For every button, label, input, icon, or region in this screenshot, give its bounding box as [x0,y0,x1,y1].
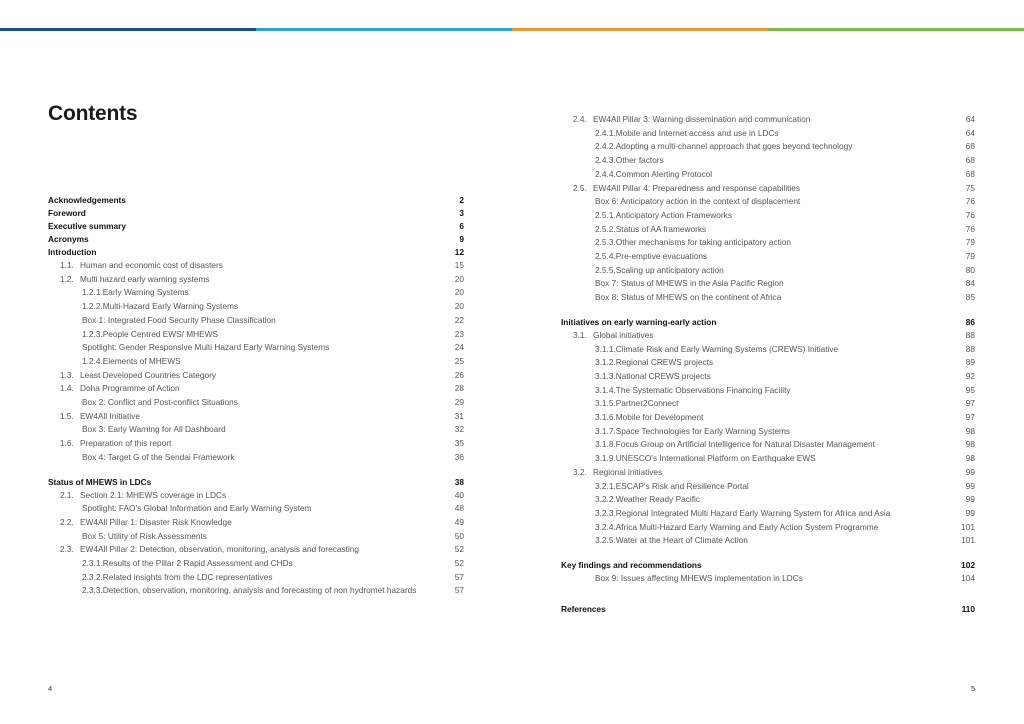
top-bar-segment-4 [768,28,1024,31]
toc-entry-page: 52 [454,558,464,569]
top-bar-segment-2 [256,28,512,31]
toc-entry-page: 40 [454,489,464,500]
toc-entry[interactable] [561,534,975,548]
toc-entry[interactable] [48,516,464,530]
toc-entry-number: 1.2.2. [82,301,103,312]
toc-entry[interactable] [48,584,464,598]
toc-entry[interactable] [48,437,464,451]
toc-entry[interactable] [561,425,975,439]
toc-entry-title: Executive summary [48,221,126,231]
toc-entry-page: 68 [965,168,975,179]
toc-entry-page: 50 [454,530,464,541]
toc-entry-title: Partner2Connect [615,398,679,409]
toc-entry[interactable] [48,328,464,342]
toc-entry-number: 3.1.9. [595,453,616,464]
toc-entry-page: 12 [454,247,464,257]
toc-entry-number: 2.3.1. [82,558,103,569]
toc-entry-page: 20 [454,301,464,312]
toc-entry[interactable] [561,154,975,168]
toc-entry-title: Box 3: Early Warning for All Dashboard [82,424,226,435]
toc-entry-page: 80 [965,264,975,275]
toc-entry[interactable] [561,277,975,291]
toc-entry-title: Foreword [48,208,86,218]
toc-entry-title: Initiatives on early warning-early action [561,316,717,327]
toc-entry-title: Section 2.1: MHEWS coverage in LDCs [80,489,227,500]
toc-entry-title: Least Developed Countries Category [80,369,217,380]
toc-entry-title: Results of the Pillar 2 Rapid Assessment and CHDs [102,558,293,569]
toc-entry-title: Regional CREWS projects [615,357,714,368]
toc-entry-page: 99 [965,494,975,505]
toc-entry-title: Weather Ready Pacific [615,494,701,505]
toc-entry-number: 2.5.2. [595,223,616,234]
toc-entry-page: 38 [454,476,464,487]
toc-entry-title: Other factors [615,155,664,166]
page-number-left: 4 [48,684,53,693]
toc-entry[interactable] [561,182,975,196]
toc-entry-title: Spotlight: Gender Responsive Multi Hazard Early Warning Systems [82,342,330,353]
toc-entry[interactable] [561,411,975,425]
toc-entry[interactable] [561,466,975,480]
toc-entry-title: EW4All Pillar 4: Preparedness and response capabilities [593,182,801,193]
toc-entry-page: 57 [454,585,464,596]
toc-entry-number: 1.2.1. [82,287,103,298]
toc-entry[interactable] [561,452,975,466]
toc-entry[interactable] [561,223,975,237]
toc-entry-page: 102 [961,560,975,571]
toc-entry-title: The Systematic Observations Financing Facility [615,384,791,395]
toc-entry-title: National CREWS projects [615,370,711,381]
toc-entry-title: References [561,603,606,614]
toc-entry-page: 76 [965,209,975,220]
toc-entry-number: 2.3.3. [82,585,103,596]
toc-entry-page: 101 [961,521,975,532]
toc-entry[interactable] [48,369,464,383]
toc-entry-page: 68 [965,155,975,166]
toc-entry-page: 76 [965,223,975,234]
toc-entry-page: 88 [965,343,975,354]
toc-entry-page: 36 [454,451,464,462]
toc-entry[interactable] [48,476,464,489]
toc-entry-title: Related insights from the LDC representatives [102,571,273,582]
toc-entry-title: Detection, observation, monitoring, analysis and forecasting of non hydromet hazards [102,585,417,596]
toc-entry-title: Mobile for Development [615,412,704,423]
toc-entry[interactable] [48,489,464,503]
toc-entry[interactable] [48,410,464,424]
toc-entry[interactable] [48,314,464,328]
toc-entry[interactable] [561,329,975,343]
toc-entry-number: 2.5.5. [595,264,616,275]
toc-entry-title: Elements of MHEWS [102,355,181,366]
toc-entry-number: 1.2.3. [82,328,103,339]
toc-entry-page: 79 [965,237,975,248]
toc-entry-title: Scaling up anticipatory action [615,264,724,275]
toc-entry-title: Key findings and recommendations [561,560,702,571]
toc-entry-page: 29 [454,397,464,408]
toc-entry-title: Mobile and Internet access and use in LDCs [615,127,779,138]
toc-entry-page: 20 [454,287,464,298]
toc-entry-page: 32 [454,424,464,435]
top-bar-segment-3 [512,28,768,31]
toc-entry[interactable] [561,370,975,384]
toc-entry-title: EW4All Pillar 3: Warning dissemination and communication [593,114,811,124]
toc-entry[interactable] [561,113,975,127]
toc-entry-page: 98 [965,425,975,436]
toc-entry[interactable] [48,246,464,259]
toc-entry-page: 35 [454,438,464,449]
toc-entry-title: Pre-emptive evacuations [615,251,708,262]
toc-entry-page: 57 [454,571,464,582]
toc-entry-page: 85 [965,292,975,303]
toc-entry[interactable] [48,300,464,314]
toc-entry[interactable] [561,316,975,329]
toc-entry-number: 2.3.2. [82,571,103,582]
toc-entry-title: Regional Integrated Multi Hazard Early Warning System for Africa and Asia [615,507,891,518]
toc-entry-title: Water at the Heart of Climate Action [615,535,748,546]
toc-entry[interactable] [48,502,464,516]
toc-entry[interactable] [561,127,975,141]
toc-entry-title: Box 5: Utility of Risk Assessments [82,530,207,541]
toc-entry-page: 64 [965,114,975,124]
toc-entry-title: Other mechanisms for taking anticipatory action [615,237,792,248]
toc-entry-page: 99 [965,480,975,491]
toc-left-column [48,194,464,598]
toc-entry-title: Introduction [48,247,97,257]
toc-entry[interactable] [48,273,464,287]
toc-entry-page: 97 [965,398,975,409]
toc-entry-page: 64 [965,127,975,138]
toc-entry-number: 2.4.4. [595,168,616,179]
toc-entry[interactable] [48,233,464,246]
toc-entry-page: 3 [459,208,464,218]
toc-entry-page: 52 [454,544,464,555]
toc-entry-page: 89 [965,357,975,368]
toc-entry-title: Global initiatives [593,329,654,340]
toc-entry[interactable] [48,207,464,220]
toc-entry-number: 3.1.8. [595,439,616,450]
toc-entry-title: Climate Risk and Early Warning Systems (CREWS) Initiative [615,343,839,354]
toc-entry[interactable] [561,195,975,209]
toc-entry-number: 1.2.4. [82,355,103,366]
toc-entry[interactable] [48,382,464,396]
toc-entry-page: 48 [454,503,464,514]
toc-entry-page: 15 [454,260,464,270]
toc-entry-page: 6 [459,221,464,231]
toc-entry[interactable] [48,396,464,410]
toc-entry-title: Status of MHEWS in LDCs [48,476,152,487]
toc-entry[interactable] [48,530,464,544]
toc-entry[interactable] [561,264,975,278]
toc-entry-page: 75 [965,182,975,193]
toc-entry-number: 2.1. [60,489,74,500]
toc-entry-number: 1.5. [60,410,74,421]
toc-entry-page: 49 [454,516,464,527]
toc-entry-number: 2.5. [573,182,587,193]
toc-entry[interactable] [561,140,975,154]
toc-entry-title: Human and economic cost of disasters [80,260,223,270]
toc-entry-title: ESCAP's Risk and Resilience Portal [615,480,749,491]
toc-entry-title: People Centred EWS/ MHEWS [102,328,219,339]
toc-entry[interactable] [48,571,464,585]
toc-entry[interactable] [561,384,975,398]
toc-entry[interactable] [561,507,975,521]
top-color-bar [0,28,1024,31]
toc-entry-page: 20 [454,273,464,284]
toc-entry-number: 3.1.5. [595,398,616,409]
toc-entry-title: Space Technologies for Early Warning Systems [615,425,791,436]
toc-entry-page: 99 [965,507,975,518]
toc-entry-number: 1.6. [60,438,74,449]
toc-entry-title: UNESCO's International Platform on Earthquake EWS [615,453,816,464]
toc-entry-title: Common Alerting Protocol [615,168,713,179]
toc-entry-number: 2.5.3. [595,237,616,248]
toc-entry-title: Preparation of this report [80,438,172,449]
toc-entry-page: 88 [965,329,975,340]
top-bar-segment-1 [0,28,256,31]
toc-entry-number: 3.2.3. [595,507,616,518]
toc-entry[interactable] [48,220,464,233]
toc-entry-number: 3.1.4. [595,384,616,395]
toc-entry-title: Box 6: Anticipatory action in the context of displacement [595,196,801,207]
toc-entry-title: Box 2: Conflict and Post-conflict Situations [82,397,238,408]
toc-entry-number: 3.2. [573,466,587,477]
toc-entry[interactable] [48,341,464,355]
toc-entry-page: 31 [454,410,464,421]
toc-entry-page: 2 [459,195,464,205]
page-number-right: 5 [971,684,976,693]
toc-entry-title: Multi hazard early warning systems [80,273,210,284]
toc-entry-page: 98 [965,453,975,464]
toc-entry-page: 24 [454,342,464,353]
toc-entry-number: 3.2.1. [595,480,616,491]
toc-entry-number: 3.1.6. [595,412,616,423]
toc-entry-page: 26 [454,369,464,380]
toc-entry-number: 1.4. [60,383,74,394]
toc-entry-number: 3.2.5. [595,535,616,546]
toc-entry-page: 99 [965,466,975,477]
toc-entry-number: 2.4.1. [595,127,616,138]
toc-entry-title: Africa Multi-Hazard Early Warning and Early Action System Programme [615,521,879,532]
toc-entry-number: 2.3. [60,544,74,555]
toc-entry[interactable] [48,451,464,465]
toc-entry-title: Focus Group on Artificial Intelligence for Natural Disaster Management [615,439,875,450]
page-title: Contents [48,102,138,125]
toc-entry[interactable] [561,438,975,452]
toc-entry-number: 2.4. [573,114,587,124]
toc-entry-number: 1.1. [60,260,74,270]
toc-entry-page: 28 [454,383,464,394]
toc-entry-title: Anticipatory Action Frameworks [615,209,732,220]
toc-entry-title: Box 8: Status of MHEWS on the continent of Africa [595,292,782,303]
toc-entry[interactable] [561,572,975,586]
toc-entry-title: Early Warning Systems [102,287,189,298]
toc-entry[interactable] [561,480,975,494]
toc-entry-page: 22 [454,314,464,325]
toc-entry-page: 76 [965,196,975,207]
toc-entry-page: 98 [965,439,975,450]
toc-entry-number: 2.4.2. [595,141,616,152]
toc-entry-title: Status of AA frameworks [615,223,707,234]
toc-entry-title: Acknowledgements [48,195,126,205]
toc-entry-title: EW4All Initiative [80,410,140,421]
toc-entry[interactable] [48,543,464,557]
toc-entry-page: 101 [961,535,975,546]
toc-entry-title: Box 7: Status of MHEWS in the Asia Pacific Region [595,278,784,289]
toc-entry-page: 84 [965,278,975,289]
toc-right-column [561,113,975,616]
toc-entry-title: Spotlight: FAO's Global Information and Early Warning System [82,503,312,514]
toc-entry-number: 3.1. [573,329,587,340]
toc-entry-page: 68 [965,141,975,152]
toc-entry-title: Multi-Hazard Early Warning Systems [102,301,239,312]
toc-entry[interactable] [48,259,464,273]
toc-entry[interactable] [561,168,975,182]
toc-entry-title: Regional initiatives [593,466,663,477]
toc-entry[interactable] [561,291,975,305]
toc-entry-number: 3.1.3. [595,370,616,381]
toc-entry-page: 92 [965,370,975,381]
toc-entry[interactable] [561,250,975,264]
toc-entry-number: 1.2. [60,273,74,284]
toc-entry[interactable] [561,236,975,250]
toc-entry-number: 3.1.2. [595,357,616,368]
toc-entry[interactable] [48,423,464,437]
toc-entry-page: 23 [454,328,464,339]
toc-entry-page: 104 [961,573,975,584]
toc-entry-page: 25 [454,355,464,366]
toc-entry-title: Box 4: Target G of the Sendai Framework [82,451,235,462]
toc-entry-number: 2.2. [60,516,74,527]
toc-entry[interactable] [48,286,464,300]
toc-entry-page: 86 [965,316,975,327]
toc-entry[interactable] [48,194,464,207]
toc-entry-page: 95 [965,384,975,395]
toc-entry-number: 2.5.1. [595,209,616,220]
toc-entry[interactable] [48,557,464,571]
toc-entry-page: 110 [961,603,975,614]
toc-entry-number: 3.2.4. [595,521,616,532]
toc-entry-title: EW4All Pillar 2: Detection, observation, monitoring, analysis and forecasting [80,544,360,555]
toc-entry-title: EW4All Pillar 1: Disaster Risk Knowledge [80,516,232,527]
toc-entry[interactable] [561,559,975,572]
toc-entry[interactable] [561,493,975,507]
toc-entry-title: Doha Programme of Action [80,383,180,394]
toc-entry-number: 3.1.7. [595,425,616,436]
toc-entry-number: 3.1.1. [595,343,616,354]
toc-entry[interactable] [561,603,975,616]
toc-entry-number: 2.4.3. [595,155,616,166]
toc-entry-title: Box 9: Issues affecting MHEWS implementation in LDCs [595,573,803,584]
toc-entry-title: Adopting a multi-channel approach that goes beyond technology [615,141,853,152]
toc-entry-title: Acronyms [48,234,89,244]
toc-entry-page: 9 [459,234,464,244]
toc-entry-page: 97 [965,412,975,423]
toc-entry-number: 1.3. [60,369,74,380]
toc-entry[interactable] [561,521,975,535]
toc-entry-page: 79 [965,251,975,262]
toc-entry-number: 3.2.2. [595,494,616,505]
toc-entry[interactable] [561,356,975,370]
toc-entry[interactable] [561,209,975,223]
toc-entry[interactable] [561,397,975,411]
toc-entry-title: Box 1: Integrated Food Security Phase Classification [82,314,276,325]
toc-entry[interactable] [561,343,975,357]
toc-entry-number: 2.5.4. [595,251,616,262]
toc-entry[interactable] [48,355,464,369]
